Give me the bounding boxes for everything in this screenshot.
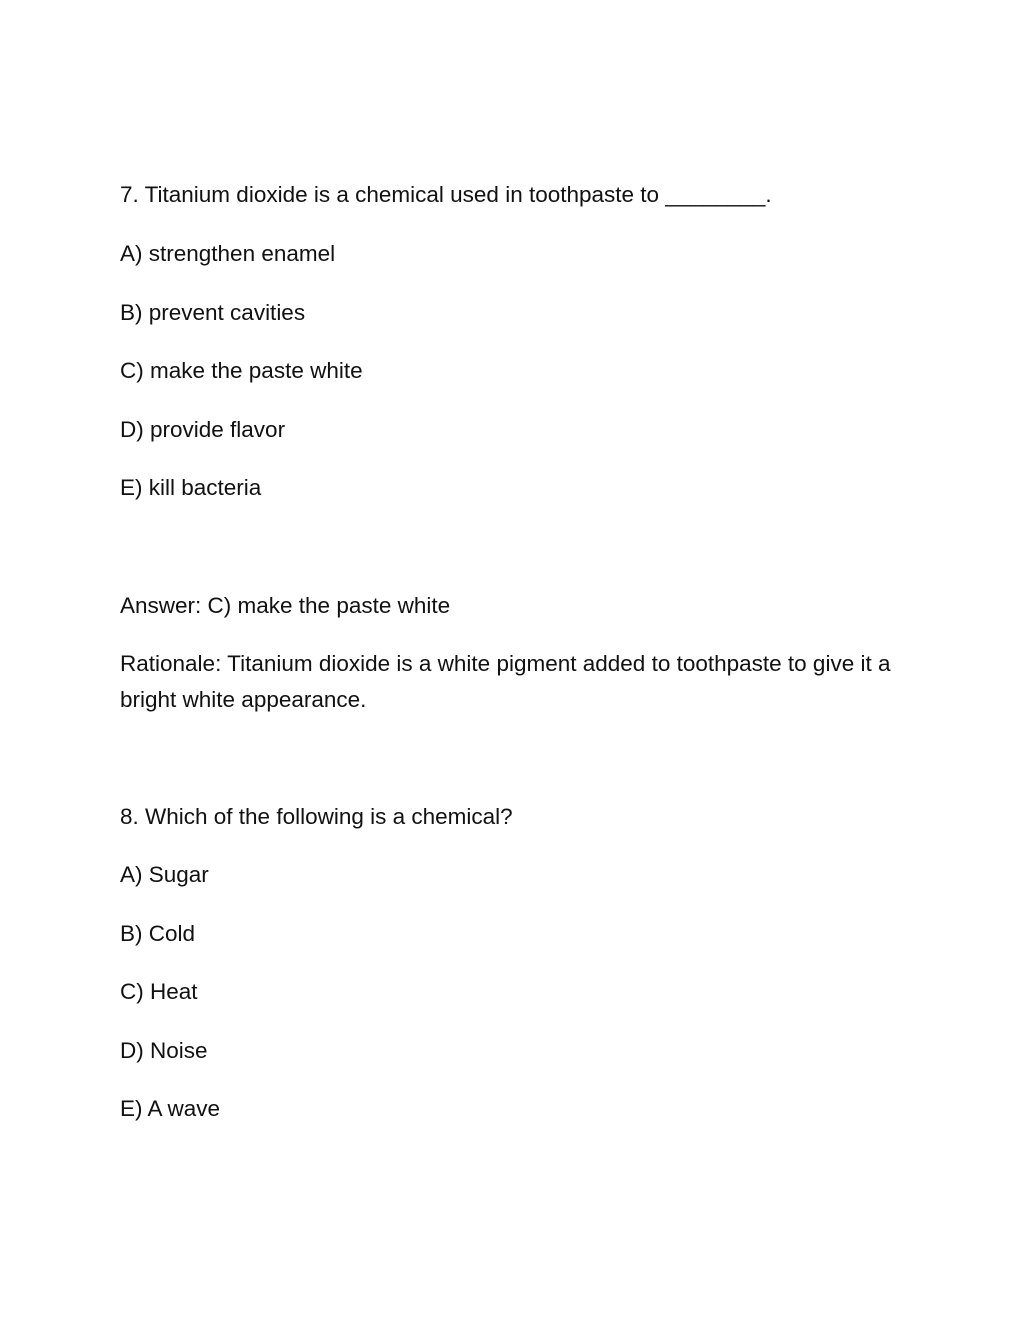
question-7-stem: 7. Titanium dioxide is a chemical used in toothpaste to ________. bbox=[120, 182, 772, 207]
question-7-option-e: E) kill bacteria bbox=[120, 475, 262, 500]
question-7-option-a: A) strengthen enamel bbox=[120, 241, 336, 266]
question-7-option-c: C) make the paste white bbox=[120, 358, 363, 383]
question-8-option-e: E) A wave bbox=[120, 1096, 221, 1121]
question-8-option-c: C) Heat bbox=[120, 979, 198, 1004]
question-8-stem: 8. Which of the following is a chemical? bbox=[120, 804, 513, 829]
question-7-rationale: Rationale: Titanium dioxide is a white pigment added to toothpaste to give it a bright white appearance. bbox=[120, 651, 891, 712]
question-8-option-b: B) Cold bbox=[120, 921, 196, 946]
question-8-option-a: A) Sugar bbox=[120, 862, 209, 887]
question-7-option-b: B) prevent cavities bbox=[120, 300, 306, 325]
question-7-option-d: D) provide flavor bbox=[120, 417, 286, 442]
question-7-answer: Answer: C) make the paste white bbox=[120, 593, 451, 618]
question-8-option-d: D) Noise bbox=[120, 1038, 208, 1063]
